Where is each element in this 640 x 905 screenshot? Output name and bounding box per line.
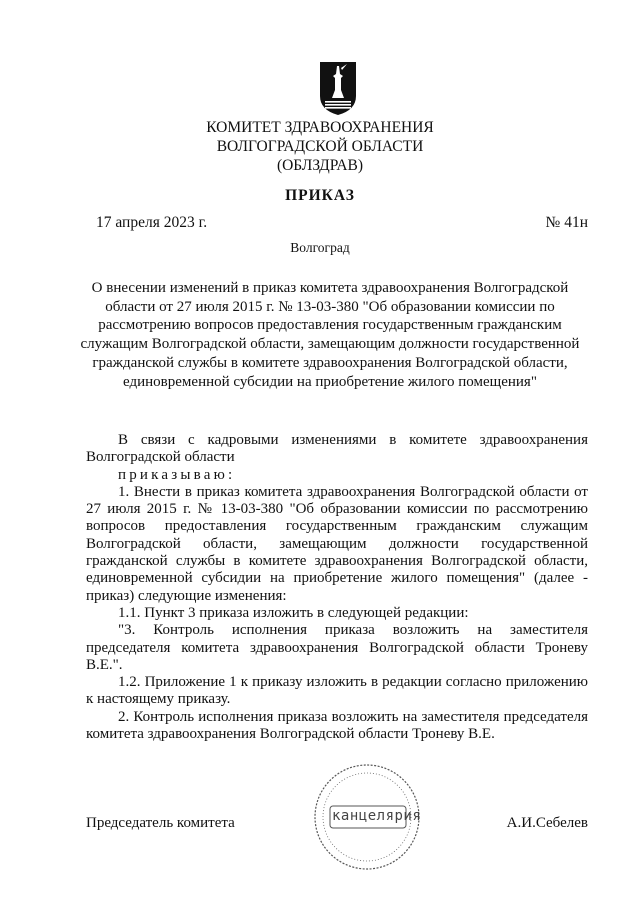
org-line-3: (ОБЛЗДРАВ) (276, 157, 364, 174)
stamp-text: канцелярия (332, 808, 422, 824)
signatory-name: А.И.Себелев (506, 815, 588, 831)
organization-name (0, 118, 640, 175)
body-paragraph-item-1-1: 1.1. Пункт 3 приказа изложить в следующей редакции: (118, 604, 469, 621)
document-body (86, 432, 588, 743)
org-line-2: ВОЛГОГРАДСКОЙ ОБЛАСТИ (216, 138, 424, 155)
body-order-word: приказываю: (118, 466, 236, 483)
body-paragraph-item-2: 2. Контроль исполнения приказа возложить на заместителя председателя комитета здравоохранения Волгоградской области Троневу В.Е. (86, 708, 588, 743)
volgograd-coat-of-arms-icon (318, 60, 358, 116)
body-paragraph-1: В связи с кадровыми изменениями в комитете здравоохранения Волгоградской области (86, 432, 588, 466)
body-paragraph-item-1-2: 1.2. Приложение 1 к приказу изложить в редакции согласно приложению к настоящему приказу. (86, 674, 588, 708)
document-date: 17 апреля 2023 г. (96, 214, 208, 231)
body-paragraph-item-1: 1. Внести в приказ комитета здравоохранения Волгоградской области от 27 июля 2015 г. № 13-03-380 "Об образовании комиссии по рассмотрению вопросов предоставления государственным гражданским служащим Волгоградской области, замещающим должности государственной гражданской службы в комитете здравоохранения Волгоградской области, единовременной субсидии на приобретение жилого помещения" (далее - приказ) следующие изменения: (86, 483, 588, 604)
document-type: ПРИКАЗ (285, 187, 355, 204)
signatory-position: Председатель комитета (86, 815, 235, 831)
document-subject: О внесении изменений в приказ комитета здравоохранения Волгоградской области от 27 июля 2015 г. № 13-03-380 "Об образовании комиссии по рассмотрению вопросов предоставления государственным гражданским служащим Волгоградской области, замещающим должности государственной гражданской службы в комитете здравоохранения Волгоградской области, единовременной субсидии на приобретение жилого помещения" (80, 280, 580, 390)
body-paragraph-quote: "3. Контроль исполнения приказа возложить на заместителя председателя комитета здравоохранения Волгоградской области Троневу В.Е.". (86, 622, 588, 673)
org-line-1: КОМИТЕТ ЗДРАВООХРАНЕНИЯ (206, 119, 434, 136)
document-city: Волгоград (290, 240, 350, 255)
chancellery-stamp (312, 762, 422, 872)
document-number: № 41н (545, 214, 588, 231)
